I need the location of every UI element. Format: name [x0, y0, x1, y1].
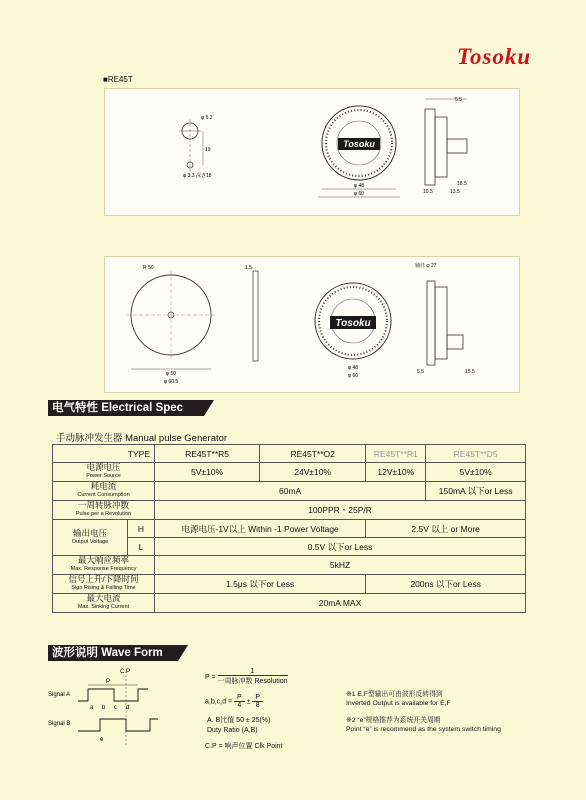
- dim-label: φ 60.5: [163, 379, 179, 385]
- table-row: [53, 575, 526, 594]
- dim-label: φ 50: [165, 371, 177, 377]
- type-cell: RE45T**O2: [260, 445, 366, 463]
- dim-label: 10.5: [423, 189, 433, 195]
- row-label: 电源电压 Power Source: [53, 463, 155, 482]
- table-row: [53, 594, 526, 613]
- formula-abcd: a,b,c,d = $\frac{P}{4}$ ± $\frac{P}{8}$: [205, 694, 263, 709]
- e-label: e: [100, 737, 104, 743]
- table-cell: 1.5μs 以下or Less: [155, 575, 366, 594]
- b-label: b: [102, 705, 106, 711]
- formula-p: P = 1 一周脉冲数 Resolution: [205, 668, 288, 685]
- table-cell: 2.5V 以上 or More: [366, 520, 526, 538]
- drawing-bottom-svg: [105, 257, 519, 392]
- table-cell: 150mA 以下or Less: [426, 482, 526, 501]
- section-wave: [48, 645, 178, 661]
- dim-label: φ 5.2: [201, 115, 213, 121]
- dim-label: φ 60: [353, 191, 365, 197]
- row-label: 信号上升/下降时间 Sign Rising & Falling Time: [53, 575, 155, 594]
- drawing-bottom: [104, 256, 520, 393]
- section-title: 电气特性 Electrical Spec: [52, 402, 184, 414]
- dim-label: 轴径 φ 27: [415, 263, 437, 269]
- table-row: [53, 482, 526, 501]
- table-cell: 60mA: [155, 482, 426, 501]
- dim-label: φ 3.3 深さ18: [183, 173, 212, 179]
- drawing-top-svg: [105, 89, 519, 215]
- cp-label: C.P: [120, 669, 131, 675]
- dial-brand: Tosoku: [335, 318, 371, 329]
- dim-label: 13.5: [450, 189, 460, 195]
- dim-label: 1.5: [245, 265, 252, 271]
- row-label: 一周转脉冲数 Pulse per a Revolution: [53, 501, 155, 520]
- table-row: [53, 463, 526, 482]
- table-cell: 12V±10%: [366, 463, 426, 482]
- a-label: a: [90, 705, 94, 711]
- dim-label: φ 48: [353, 183, 365, 189]
- table-cell: 0.5V 以下or Less: [155, 538, 526, 556]
- table-row: [53, 520, 526, 538]
- dim-label: 5.5: [455, 97, 462, 103]
- row-label: 输出电压 Output Voltage: [53, 520, 128, 556]
- spec-table: [52, 444, 526, 613]
- table-row: [53, 556, 526, 575]
- note-1: ※1 E,F型输出可由波形反转得到 Inverted Output is available for E,F: [346, 691, 451, 707]
- drawing-top: [104, 88, 520, 216]
- cp-note: C.P = 响声位置 Clk Point: [205, 743, 283, 750]
- table-cell: 5V±10%: [155, 463, 260, 482]
- table-row: [53, 445, 526, 463]
- dim-label: 19: [205, 147, 211, 153]
- table-cell: 24V±10%: [260, 463, 366, 482]
- dim-label: 16.5: [457, 181, 467, 187]
- note-2: ※2 “e”规格推荐为系统开关周期 Point “e” is recommend as the system switch timing: [346, 717, 501, 733]
- output-l-label: L: [128, 538, 155, 556]
- c-label: c: [114, 705, 117, 711]
- table-row: [53, 501, 526, 520]
- table-cell: 5kHZ: [155, 556, 526, 575]
- d-label: d: [126, 705, 130, 711]
- spec-subtitle: 手动脉冲发生器 Manual pulse Generator: [56, 433, 228, 444]
- dim-label: 5.5: [417, 369, 424, 375]
- section-electrical: [48, 400, 204, 416]
- model-label: ■RE45T: [103, 75, 133, 84]
- duty-ratio: A. B比值 50 ± 25(%) Duty Ratio (A,B): [207, 717, 271, 734]
- table-cell: 200ns 以下or Less: [366, 575, 526, 594]
- dim-label: φ 48: [347, 365, 359, 371]
- row-label: 最大电流 Max. Sinking Current: [53, 594, 155, 613]
- wave-diagram: [48, 665, 198, 750]
- signal-b-label: Signal B: [48, 721, 71, 727]
- table-cell: 100PPR・25P/R: [155, 501, 526, 520]
- row-label: 耗电流 Current Consumption: [53, 482, 155, 501]
- section-title: 波形说明 Wave Form: [52, 647, 163, 659]
- dim-label: R 50: [143, 265, 154, 271]
- dial-brand: Tosoku: [343, 139, 375, 149]
- p-label: P: [106, 679, 111, 685]
- table-cell: 20mA MAX: [155, 594, 526, 613]
- dim-label: φ 60: [347, 373, 359, 379]
- type-cell: RE45T**R5: [155, 445, 260, 463]
- dim-label: 15.5: [465, 369, 475, 375]
- type-header: TYPE: [53, 445, 155, 463]
- brand-logo: Tosoku: [457, 44, 532, 69]
- table-cell: 5V±10%: [426, 463, 526, 482]
- type-cell: RE45T**R1: [366, 445, 426, 463]
- type-cell: RE45T**D5: [426, 445, 526, 463]
- signal-a-label: Signal A: [48, 692, 71, 698]
- row-label: 最大响应频率 Max. Response Frequency: [53, 556, 155, 575]
- table-cell: 电源电压-1V以上 Within -1 Power Voltage: [155, 520, 366, 538]
- output-h-label: H: [128, 520, 155, 538]
